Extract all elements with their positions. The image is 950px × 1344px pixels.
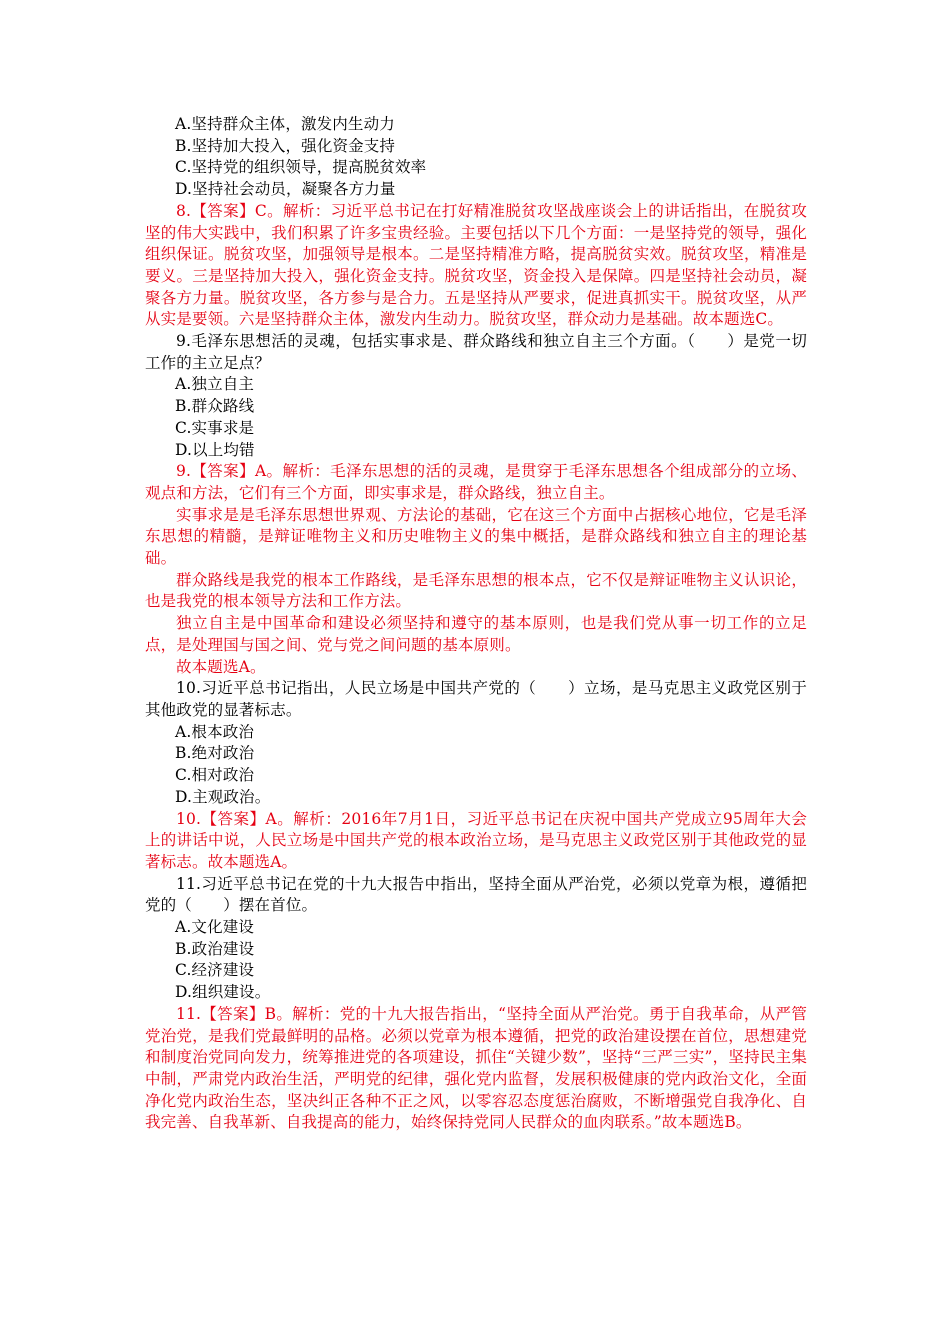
q9-answer-intro: 9.【答案】A。解析：毛泽东思想的活的灵魂，是贯穿于毛泽东思想各个组成部分的立场、观点和方法，它们有三个方面，即实事求是，群众路线，独立自主。 bbox=[145, 462, 807, 502]
q11-option-a: A.文化建设 bbox=[175, 918, 255, 937]
q9-option-b: B.群众路线 bbox=[175, 397, 255, 416]
q8-option-d: D.坚持社会动员，凝聚各方力量 bbox=[175, 180, 396, 199]
q8-option-c: C.坚持党的组织领导，提高脱贫效率 bbox=[175, 158, 427, 177]
q10-option-a: A.根本政治 bbox=[175, 722, 255, 741]
q11-question: 11.习近平总书记在党的十九大报告中指出，坚持全面从严治党，必须以党章为根，遵循把党的（ ）摆在首位。 bbox=[145, 874, 807, 915]
q9-answer-dulizizhu: 独立自主是中国革命和建设必须坚持和遵守的基本原则，也是我们党从事一切工作的立足点，是处理国与国之间、党与党之间问题的基本原则。 bbox=[145, 614, 807, 654]
document-page bbox=[145, 114, 807, 1134]
q11-answer: 11.【答案】B。解析：党的十九大报告指出，“坚持全面从严治党。勇于自我革命，从严管党治党，是我们党最鲜明的品格。必须以党章为根本遵循，把党的政治建设摆在首位，思想建党和制度治党同向发力，统筹推进党的各项建设，抓住“关键少数”，坚持“三严三实”，坚持民主集中制，严肃党内政治生活，严明党的纪律，强化党内监督，发展积极健康的党内政治文化，全面净化党内政治生态，坚决纠正各种不正之风，以零容忍态度惩治腐败，不断增强党自我净化、自我完善、自我革新、自我提高的能力，始终保持党同人民群众的血肉联系。”故本题选B。 bbox=[145, 1004, 807, 1132]
q11-option-c: C.经济建设 bbox=[175, 961, 255, 980]
q9-answer-conclusion: 故本题选A。 bbox=[176, 657, 266, 676]
q11-option-d: D.组织建设。 bbox=[175, 983, 271, 1002]
q10-answer: 10.【答案】A。解析：2016年7月1日，习近平总书记在庆祝中国共产党成立95周年大会上的讲话中说，人民立场是中国共产党的根本政治立场，是马克思主义政党区别于其他政党的显著标志。故本题选A。 bbox=[145, 809, 807, 871]
q9-option-d: D.以上均错 bbox=[175, 440, 255, 459]
q8-answer: 8.【答案】C。解析：习近平总书记在打好精准脱贫攻坚战座谈会上的讲话指出，在脱贫攻坚的伟大实践中，我们积累了许多宝贵经验。主要包括以下几个方面：一是坚持党的领导，强化组织保证。脱贫攻坚，加强领导是根本。二是坚持精准方略，提高脱贫实效。脱贫攻坚，精准是要义。三是坚持加大投入，强化资金支持。脱贫攻坚，资金投入是保障。四是坚持社会动员，凝聚各方力量。脱贫攻坚，各方参与是合力。五是坚持从严要求，促进真抓实干。脱贫攻坚，从严从实是要领。六是坚持群众主体，激发内生动力。脱贫攻坚，群众动力是基础。故本题选C。 bbox=[145, 201, 807, 329]
q8-option-a: A.坚持群众主体，激发内生动力 bbox=[175, 115, 395, 133]
q10-question: 10.习近平总书记指出，人民立场是中国共产党的（ ）立场，是马克思主义政党区别于其他政党的显著标志。 bbox=[145, 679, 807, 719]
q9-question: 9.毛泽东思想活的灵魂，包括实事求是、群众路线和独立自主三个方面。（ ）是党一切工作的主立足点？ bbox=[145, 332, 807, 372]
q8-option-b: B.坚持加大投入，强化资金支持 bbox=[175, 136, 396, 155]
q10-option-c: C.相对政治 bbox=[175, 766, 255, 785]
q11-option-b: B.政治建设 bbox=[175, 939, 255, 958]
q9-option-a: A.独立自主 bbox=[175, 375, 255, 394]
q10-option-b: B.绝对政治 bbox=[175, 744, 255, 763]
q9-option-c: C.实事求是 bbox=[175, 418, 255, 437]
q10-option-d: D.主观政治。 bbox=[175, 787, 271, 806]
q9-answer-qunzhongluxian: 群众路线是我党的根本工作路线，是毛泽东思想的根本点，它不仅是辩证唯物主义认识论，也是我党的根本领导方法和工作方法。 bbox=[145, 570, 807, 611]
q9-answer-shishiqiushi: 实事求是是毛泽东思想世界观、方法论的基础，它在这三个方面中占据核心地位，它是毛泽东思想的精髓，是辩证唯物主义和历史唯物主义的集中概括，是群众路线和独立自主的理论基础。 bbox=[145, 505, 807, 568]
